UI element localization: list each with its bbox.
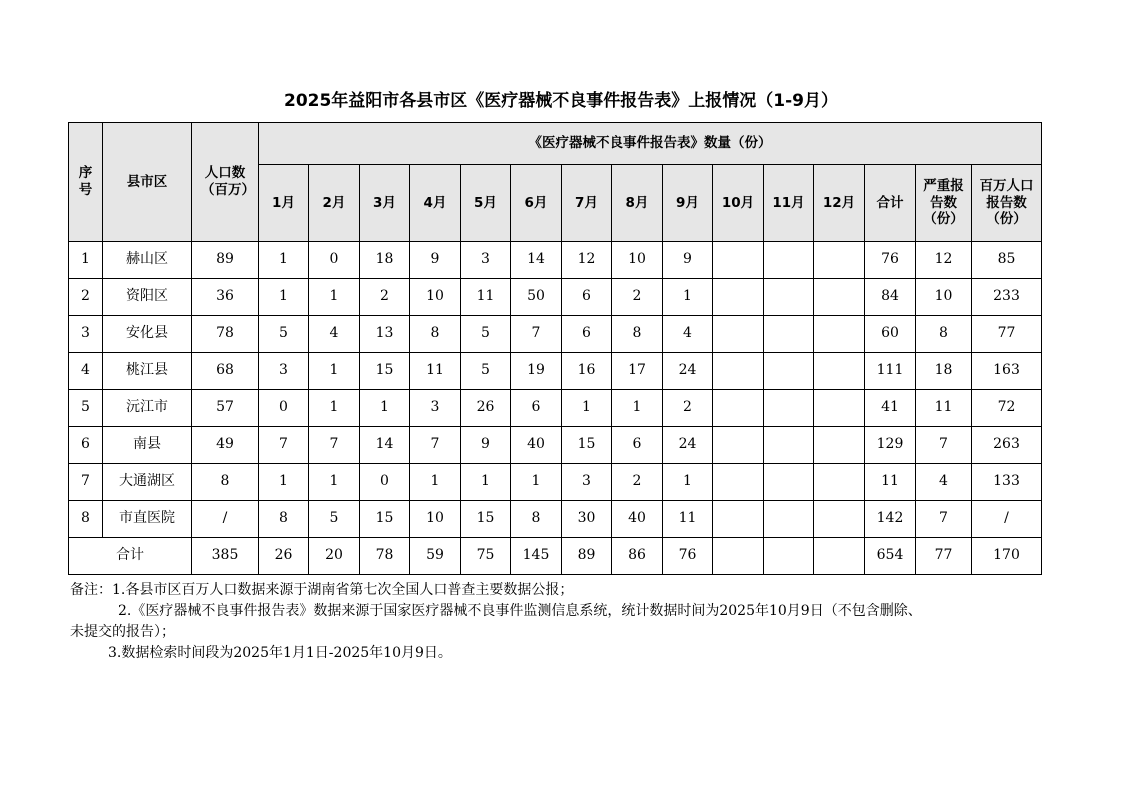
row-county: 市直医院 (103, 501, 192, 538)
row-month-value: 8 (259, 501, 309, 538)
row-serious: 10 (916, 279, 972, 316)
row-total: 142 (865, 501, 916, 538)
row-serious: 7 (916, 501, 972, 538)
row-month-value: 1 (612, 390, 663, 427)
row-serious: 12 (916, 242, 972, 279)
row-month-value (764, 390, 814, 427)
summary-month-value: 20 (309, 538, 360, 575)
row-serious: 18 (916, 353, 972, 390)
row-month-value: 1 (410, 464, 461, 501)
row-month-value: 1 (309, 279, 360, 316)
row-county: 安化县 (103, 316, 192, 353)
row-serious: 11 (916, 390, 972, 427)
row-per-million: / (972, 501, 1042, 538)
table-row (69, 242, 1042, 279)
row-index: 4 (69, 353, 103, 390)
row-month-value: 24 (663, 353, 713, 390)
row-total: 84 (865, 279, 916, 316)
header-month: 1月 (259, 165, 309, 242)
row-month-value: 1 (309, 464, 360, 501)
summary-label: 合计 (69, 538, 192, 575)
row-index: 2 (69, 279, 103, 316)
row-month-value (764, 464, 814, 501)
summary-population: 385 (192, 538, 259, 575)
row-population: / (192, 501, 259, 538)
row-month-value: 6 (562, 316, 612, 353)
row-per-million: 77 (972, 316, 1042, 353)
row-serious: 4 (916, 464, 972, 501)
row-total: 11 (865, 464, 916, 501)
summary-month-value: 59 (410, 538, 461, 575)
row-month-value: 8 (612, 316, 663, 353)
row-per-million: 163 (972, 353, 1042, 390)
row-index: 3 (69, 316, 103, 353)
header-month: 5月 (461, 165, 511, 242)
summary-month-value (814, 538, 865, 575)
row-month-value: 1 (259, 464, 309, 501)
header-month: 12月 (814, 165, 865, 242)
row-month-value: 7 (309, 427, 360, 464)
row-county: 赫山区 (103, 242, 192, 279)
table-row (69, 279, 1042, 316)
row-month-value: 16 (562, 353, 612, 390)
header-month: 9月 (663, 165, 713, 242)
row-month-value: 11 (461, 279, 511, 316)
note-line: 备注：1.各县市区百万人口数据来源于湖南省第七次全国人口普查主要数据公报； (70, 582, 574, 598)
row-month-value: 6 (612, 427, 663, 464)
row-month-value: 1 (309, 390, 360, 427)
row-month-value: 0 (309, 242, 360, 279)
row-month-value: 1 (562, 390, 612, 427)
row-month-value (814, 279, 865, 316)
header-month: 10月 (713, 165, 764, 242)
row-month-value: 4 (663, 316, 713, 353)
row-month-value (764, 353, 814, 390)
header-county: 县市区 (103, 123, 192, 242)
row-month-value: 10 (410, 279, 461, 316)
row-month-value: 1 (259, 242, 309, 279)
row-month-value: 14 (511, 242, 562, 279)
row-month-value: 8 (511, 501, 562, 538)
row-month-value (764, 279, 814, 316)
row-population: 89 (192, 242, 259, 279)
summary-row (69, 538, 1042, 575)
row-month-value: 3 (259, 353, 309, 390)
row-month-value: 12 (562, 242, 612, 279)
row-month-value: 6 (511, 390, 562, 427)
report-table (68, 122, 1042, 575)
row-county: 大通湖区 (103, 464, 192, 501)
summary-month-value (713, 538, 764, 575)
row-month-value: 18 (360, 242, 410, 279)
row-index: 1 (69, 242, 103, 279)
header-month: 3月 (360, 165, 410, 242)
header-month: 4月 (410, 165, 461, 242)
note-line: 2.《医疗器械不良事件报告表》数据来源于国家医疗器械不良事件监测信息系统，统计数据时间为2025年10月9日（不包含删除、 (118, 603, 922, 619)
table-row (69, 464, 1042, 501)
row-month-value: 24 (663, 427, 713, 464)
row-month-value (764, 427, 814, 464)
row-month-value: 11 (410, 353, 461, 390)
row-month-value: 1 (259, 279, 309, 316)
row-month-value: 5 (461, 316, 511, 353)
row-index: 6 (69, 427, 103, 464)
summary-per-million: 170 (972, 538, 1042, 575)
row-month-value: 5 (309, 501, 360, 538)
row-month-value: 2 (360, 279, 410, 316)
row-index: 7 (69, 464, 103, 501)
row-month-value: 15 (360, 353, 410, 390)
notes (70, 580, 1050, 664)
row-month-value (713, 464, 764, 501)
summary-serious: 77 (916, 538, 972, 575)
row-per-million: 133 (972, 464, 1042, 501)
row-month-value: 19 (511, 353, 562, 390)
row-month-value: 4 (309, 316, 360, 353)
header-total: 合计 (865, 165, 916, 242)
row-month-value: 9 (410, 242, 461, 279)
header-month: 7月 (562, 165, 612, 242)
row-month-value (814, 501, 865, 538)
row-serious: 7 (916, 427, 972, 464)
row-month-value: 7 (511, 316, 562, 353)
header-month: 6月 (511, 165, 562, 242)
row-total: 60 (865, 316, 916, 353)
row-month-value: 30 (562, 501, 612, 538)
row-month-value (713, 316, 764, 353)
row-month-value: 13 (360, 316, 410, 353)
row-month-value: 7 (259, 427, 309, 464)
row-month-value: 2 (612, 279, 663, 316)
header-population: 人口数（百万） (192, 123, 259, 242)
row-month-value: 1 (461, 464, 511, 501)
header-month: 8月 (612, 165, 663, 242)
row-month-value: 6 (562, 279, 612, 316)
header-month: 11月 (764, 165, 814, 242)
row-month-value: 15 (562, 427, 612, 464)
row-month-value (713, 501, 764, 538)
row-month-value (713, 427, 764, 464)
row-month-value: 0 (360, 464, 410, 501)
summary-month-value: 26 (259, 538, 309, 575)
row-month-value: 26 (461, 390, 511, 427)
row-month-value: 40 (511, 427, 562, 464)
row-month-value: 2 (663, 390, 713, 427)
row-month-value: 1 (511, 464, 562, 501)
row-month-value (764, 501, 814, 538)
row-month-value: 11 (663, 501, 713, 538)
row-month-value: 40 (612, 501, 663, 538)
row-county: 沅江市 (103, 390, 192, 427)
table-row (69, 390, 1042, 427)
row-month-value: 5 (461, 353, 511, 390)
row-per-million: 72 (972, 390, 1042, 427)
row-month-value (814, 427, 865, 464)
header-month: 2月 (309, 165, 360, 242)
row-month-value: 1 (663, 464, 713, 501)
row-month-value: 1 (663, 279, 713, 316)
row-month-value: 3 (562, 464, 612, 501)
table-body (69, 242, 1042, 575)
row-population: 68 (192, 353, 259, 390)
row-population: 36 (192, 279, 259, 316)
row-month-value: 8 (410, 316, 461, 353)
row-county: 南县 (103, 427, 192, 464)
row-month-value (713, 353, 764, 390)
table-row (69, 427, 1042, 464)
row-total: 129 (865, 427, 916, 464)
table-row (69, 316, 1042, 353)
row-month-value: 5 (259, 316, 309, 353)
summary-month-value: 75 (461, 538, 511, 575)
row-month-value: 15 (360, 501, 410, 538)
table-row (69, 353, 1042, 390)
row-per-million: 233 (972, 279, 1042, 316)
row-county: 桃江县 (103, 353, 192, 390)
row-month-value (814, 242, 865, 279)
row-month-value: 9 (461, 427, 511, 464)
row-month-value: 1 (360, 390, 410, 427)
summary-month-value: 89 (562, 538, 612, 575)
row-month-value: 2 (612, 464, 663, 501)
row-month-value (713, 242, 764, 279)
row-month-value: 0 (259, 390, 309, 427)
summary-total: 654 (865, 538, 916, 575)
row-month-value (713, 279, 764, 316)
row-population: 8 (192, 464, 259, 501)
row-serious: 8 (916, 316, 972, 353)
note-line: 未提交的报告）； (70, 624, 175, 640)
summary-month-value: 78 (360, 538, 410, 575)
row-month-value: 3 (461, 242, 511, 279)
row-month-value: 14 (360, 427, 410, 464)
row-month-value: 17 (612, 353, 663, 390)
row-month-value (713, 390, 764, 427)
row-population: 78 (192, 316, 259, 353)
note-line: 3.数据检索时间段为2025年1月1日-2025年10月9日。 (108, 645, 452, 661)
row-population: 57 (192, 390, 259, 427)
row-month-value: 9 (663, 242, 713, 279)
row-month-value (764, 316, 814, 353)
row-per-million: 263 (972, 427, 1042, 464)
summary-month-value (764, 538, 814, 575)
row-index: 8 (69, 501, 103, 538)
row-per-million: 85 (972, 242, 1042, 279)
page-title: 2025年益阳市各县市区《医疗器械不良事件报告表》上报情况（1-9月） (283, 91, 839, 111)
header-serious: 严重报告数（份） (916, 165, 972, 242)
row-total: 76 (865, 242, 916, 279)
row-total: 41 (865, 390, 916, 427)
summary-month-value: 86 (612, 538, 663, 575)
row-month-value (814, 464, 865, 501)
row-total: 111 (865, 353, 916, 390)
row-month-value (764, 242, 814, 279)
row-month-value: 10 (410, 501, 461, 538)
row-month-value: 3 (410, 390, 461, 427)
row-month-value (814, 353, 865, 390)
row-population: 49 (192, 427, 259, 464)
header-report-group: 《医疗器械不良事件报告表》数量（份） (259, 123, 1042, 165)
summary-month-value: 76 (663, 538, 713, 575)
row-month-value (814, 390, 865, 427)
row-index: 5 (69, 390, 103, 427)
table-row (69, 501, 1042, 538)
row-county: 资阳区 (103, 279, 192, 316)
row-month-value: 10 (612, 242, 663, 279)
summary-month-value: 145 (511, 538, 562, 575)
header-index: 序号 (69, 123, 103, 242)
row-month-value: 1 (309, 353, 360, 390)
row-month-value: 15 (461, 501, 511, 538)
row-month-value: 7 (410, 427, 461, 464)
header-per-million: 百万人口报告数（份） (972, 165, 1042, 242)
row-month-value (814, 316, 865, 353)
row-month-value: 50 (511, 279, 562, 316)
